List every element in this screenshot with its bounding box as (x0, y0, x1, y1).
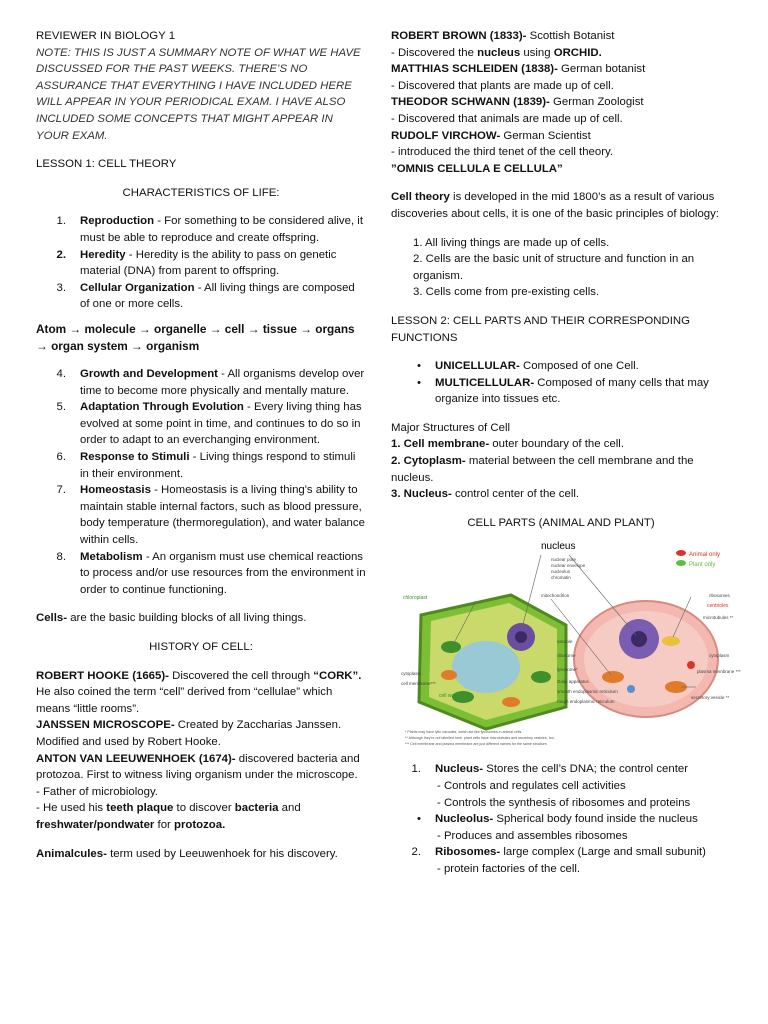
left-column (36, 28, 366, 862)
definition: - All living things are composed of one or more cells. (80, 281, 355, 311)
cell-theory-points (391, 235, 731, 301)
definition: - Homeostasis is a living thing's ability to maintain stable internal factors, such as blood pressure, body temperature (thermoregulation), and water balance within cells. (80, 484, 365, 547)
sub-point: - Produces and assembles ribosomes (437, 829, 628, 842)
mitochondrion-label: mitochondrion (541, 593, 570, 599)
text: Created by Zaccharias Janssen. Modified and used by Robert Hooke. (36, 719, 342, 748)
term: Nucleus- (435, 763, 484, 776)
major-item (391, 436, 731, 453)
definition: Composed of one Cell. (519, 360, 639, 373)
list-item (391, 811, 731, 828)
term: Adaptation Through Evolution (80, 401, 244, 414)
major-item (391, 453, 731, 486)
cell-theory-paragraph (391, 189, 731, 222)
list-number: 8. (56, 550, 66, 563)
definition: Stores the cell’s DNA; the control center (483, 763, 689, 776)
list-item (391, 375, 731, 408)
omnis-quote: ”OMNIS CELLULA E CELLULA” (391, 162, 563, 175)
list-item (391, 761, 731, 778)
bullet-icon: • (417, 360, 421, 373)
vacuole-label: vacuole (557, 639, 573, 645)
term: Animalcules- (36, 847, 107, 860)
term: teeth plaque (106, 802, 174, 815)
term: 1. Cell membrane- (391, 438, 490, 451)
list-item: 2. Cells are the basic unit of structure and function in an organism. (413, 253, 695, 282)
major-structures-heading: Major Structures of Cell (391, 421, 511, 434)
list-item (391, 844, 731, 861)
janssen-entry (36, 717, 366, 750)
list-number: 1. (56, 215, 66, 228)
term: MULTICELLULAR- (435, 376, 535, 389)
text: He also coined the term “cell” derived from “cellulae” which means “little rooms”. (36, 686, 333, 715)
schwann-line: - Discovered that animals are made up of cell. (391, 112, 623, 125)
figure-footnote: ** Although they're not labelled here, plant cells have microtubules and secretory vesicles, too. (405, 736, 555, 741)
term: freshwater/pondwater (36, 818, 155, 831)
legend-plant-only: Plant only (689, 562, 716, 569)
text: for (154, 818, 174, 831)
list-item (36, 482, 366, 548)
list-item (36, 366, 366, 399)
list-item (391, 358, 731, 375)
definition: outer boundary of the cell. (489, 438, 624, 451)
organization-chain: Atom → molecule → organelle → cell → tissue → organs → organ system → organism (36, 321, 355, 353)
centrioles-label: centrioles (707, 603, 729, 610)
definition: - All organisms develop over time to become more physically and mentally mature. (80, 368, 365, 397)
document-title: REVIEWER IN BIOLOGY 1 (36, 30, 176, 42)
text: Scottish Botanist (526, 30, 615, 42)
microtubules-label: microtubules ** (703, 615, 734, 621)
term: Heredity (80, 248, 126, 261)
cytoplasm-label: cytoplasm (401, 671, 422, 677)
definition: Composed of many cells that may organize into tissues etc. (435, 376, 709, 406)
list-number: 1. (411, 763, 421, 776)
sub-point: - Controls and regulates cell activities (437, 780, 626, 793)
hooke-entry (36, 668, 366, 718)
schleiden-line: - Discovered that plants are made up of cell. (391, 79, 614, 92)
list-item (36, 399, 366, 449)
bullet-icon: • (417, 376, 421, 389)
list-number: 7. (56, 484, 66, 497)
definition: - Every living thing has evolved at some point in time, and continues to do so in order to adapt to an everchanging environment. (80, 401, 362, 447)
text: discovered bacteria and protozoa. First to witness living organism under the microscope. (36, 752, 360, 782)
nucleus-label: nucleus (541, 541, 576, 553)
list-item (36, 247, 366, 280)
right-column (391, 28, 741, 878)
cell-membrane-label: cell membrane*** (401, 681, 436, 687)
nucleolus-label: nucleolus (551, 569, 571, 575)
term: Metabolism (80, 550, 143, 563)
text: German Zoologist (549, 96, 644, 109)
cell-parts-list (391, 761, 731, 877)
definition: material between the cell membrane and the nucleus. (391, 455, 694, 484)
term: protozoa. (174, 818, 226, 831)
text: German botanist (557, 63, 646, 76)
cytoplasm-right-label: cytoplasm (709, 653, 730, 659)
definition: Spherical body found inside the nucleus (493, 813, 698, 826)
legend-animal-only: Animal only (689, 552, 721, 559)
text: term used by Leeuwenhoek for his discovery. (106, 847, 338, 860)
brown-line (391, 45, 731, 62)
term: Cell theory (391, 191, 450, 204)
disclaimer-note: NOTE: THIS IS JUST A SUMMARY NOTE OF WHAT WE HAVE DISCUSSED FOR THE PAST WEEKS. THERE’S NO ASSURANCE THAT EVERYTHING I HAVE INCLUDED HERE WILL APPEAR IN YOUR PERIODICAL EXAM. I HAVE ALSO INCLUDED SOME CONCEPTS THAT MIGHT APPEAR IN YOUR EXAM. (36, 46, 361, 142)
cell-diagram (391, 537, 751, 757)
term: Response to Stimuli (80, 451, 190, 464)
list-item: 3. Cells come from pre-existing cells. (413, 286, 600, 299)
text: - He used his (36, 802, 107, 815)
plant-cell (419, 595, 566, 729)
term: ORCHID. (553, 46, 602, 59)
definition: - Heredity is the ability to pass on genetic material (DNA) from parent to offspring. (80, 248, 337, 278)
chloroplast-label: chloroplast (403, 595, 428, 602)
term: Ribosomes- (435, 846, 501, 859)
term: ANTON VAN LEEUWENHOEK (1674)- (36, 752, 236, 765)
lesson-2-heading: LESSON 2: CELL PARTS AND THEIR CORRESPONDING FUNCTIONS (391, 314, 690, 344)
term: Nucleolus- (435, 813, 494, 826)
animalcules-entry (36, 846, 366, 863)
list-number: 6. (56, 451, 66, 464)
schleiden-entry (391, 61, 731, 78)
virchow-line: - introduced the third tenet of the cell theory. (391, 146, 614, 159)
definition: are the basic building blocks of all living things. (67, 612, 307, 625)
term: 2. Cytoplasm- (391, 455, 466, 468)
definition: control center of the cell. (451, 488, 580, 501)
rough-er-label: rough endoplasmic reticulum (557, 699, 615, 705)
text: using (520, 46, 554, 59)
list-item (36, 449, 366, 482)
cell-wall-label: cell wall (439, 693, 457, 700)
figure-footnote: *** Cell membrane and plasma membrane are just different names for the same structure. (405, 742, 548, 747)
sub-point: - protein factories of the cell. (437, 863, 581, 875)
ribosome-label: ribosome (557, 653, 576, 659)
list-number: 2. (411, 846, 421, 859)
term: bacteria (234, 802, 279, 815)
text: is developed in the mid 1800’s as a result of various discoveries about cells, it is one of the basic principles of biology: (391, 191, 719, 220)
ribosomes-label: ribosomes (709, 593, 730, 599)
term: 3. Nucleus- (391, 488, 452, 501)
smooth-er-label: smooth endoplasmic reticulum (557, 689, 618, 695)
term: Reproduction (80, 215, 155, 228)
history-heading: HISTORY OF CELL: (149, 641, 253, 653)
term: Homeostasis (80, 484, 151, 497)
term: RUDOLF VIRCHOW- (391, 129, 501, 142)
term: THEODOR SCHWANN (1839)- (391, 96, 550, 109)
definition: large complex (Large and small subunit) (500, 846, 706, 859)
virchow-entry (391, 128, 731, 145)
text: German Scientist (500, 129, 591, 142)
term: Growth and Development (80, 368, 218, 381)
list-number: 5. (56, 401, 66, 414)
term: “CORK”. (313, 669, 362, 682)
nuclear-pore-label: nuclear pore (551, 557, 577, 563)
secretory-vesicle-label: secretory vesicle ** (691, 695, 730, 701)
teeth-line (36, 800, 366, 833)
list-number: 4. (56, 368, 66, 381)
cell-parts-heading: CELL PARTS (ANIMAL AND PLANT) (467, 516, 655, 529)
text: to discover (173, 802, 235, 815)
brown-entry (391, 28, 731, 45)
text: - Discovered the (391, 46, 478, 59)
father-line: - Father of microbiology. (36, 785, 158, 798)
leeuwenhoek-entry (36, 751, 366, 784)
lesson-1-heading: LESSON 1: CELL THEORY (36, 158, 177, 171)
nuclear-envelope-label: nuclear envelope (551, 563, 586, 569)
characteristics-heading: CHARACTERISTICS OF LIFE: (122, 186, 280, 199)
cells-definition (36, 610, 366, 627)
figure-legend (676, 550, 720, 568)
definition: - For something to be considered alive, it must be able to reproduce and create offspring. (80, 215, 363, 244)
term: UNICELLULAR- (435, 360, 520, 373)
golgi-label: Golgi apparatus (557, 679, 589, 685)
characteristics-list-b (36, 366, 366, 598)
term: nucleus (477, 46, 521, 59)
definition: - An organism must use chemical reactions to process and/or use resources from the environment in order to continue functioning. (80, 550, 366, 596)
sub-point: - Controls the synthesis of ribosomes and proteins (437, 796, 691, 809)
term: Cellular Organization (80, 281, 195, 294)
major-item (391, 486, 731, 503)
list-item (36, 213, 366, 246)
list-item (36, 280, 366, 313)
chromatin-label: chromatin (551, 575, 571, 581)
cell-type-bullets (391, 358, 731, 408)
lysosome-label: lysosome* (557, 667, 578, 673)
definition: - Living things respond to stimuli in their environment. (80, 451, 356, 480)
term: Cells- (36, 612, 68, 625)
figure-footnote: * Plants may have lytic vacuoles, which act like lysosomes in animal cells. (405, 730, 523, 735)
term: JANSSEN MICROSCOPE- (36, 719, 175, 732)
list-number: 2. (56, 248, 66, 261)
term: ROBERT BROWN (1833)- (391, 30, 527, 42)
plasma-membrane-label: plasma membrane *** (697, 669, 741, 675)
text: and (278, 802, 301, 815)
list-number: 3. (56, 281, 66, 294)
bullet-icon: • (417, 813, 421, 826)
term: ROBERT HOOKE (1665)- (36, 669, 169, 682)
term: MATTHIAS SCHLEIDEN (1838)- (391, 63, 558, 76)
list-item: 1. All living things are made up of cells. (413, 236, 610, 249)
list-item (36, 549, 366, 599)
schwann-entry (391, 94, 731, 111)
text: Discovered the cell through (168, 669, 314, 682)
characteristics-list-a (36, 213, 366, 313)
